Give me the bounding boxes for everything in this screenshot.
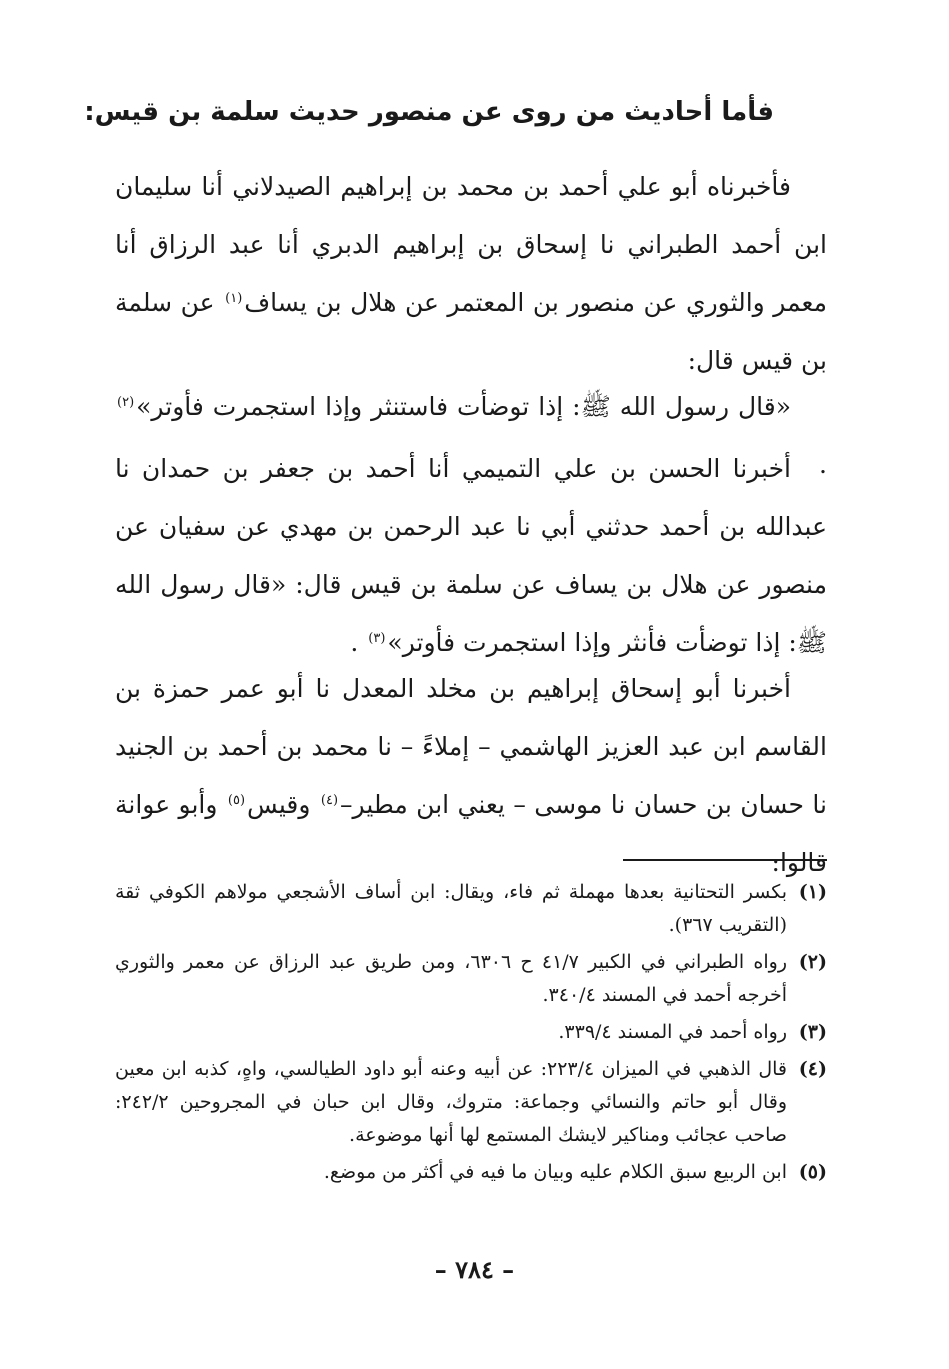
paragraph-3-text: أخبرنا الحسن بن علي التميمي أنا أحمد بن جعفر بن حمدان نا عبدالله بن أحمد حدثني أبي نا عبد الرحمن بن مهدي عن سفيان عن منصور عن هلال بن يساف عن سلمة بن قيس قال: «قال رسول الله ﷺ: إذا توضأت فأنثر وإذا استجمرت فأوتر» [115, 454, 827, 657]
paragraph-2-text: «قال رسول الله ﷺ: إذا توضأت فاستنثر وإذا استجمرت فأوتر» [136, 392, 791, 421]
paragraph-3-tail: . [350, 628, 359, 657]
footnote-text: رواه الطبراني في الكبير ٤١/٧ ح ٦٣٠٦، ومن طريق عبد الرزاق عن معمر والثوري أخرجه أحمد في المسند ٣٤٠/٤. [115, 951, 787, 1006]
footnote-item [115, 1053, 827, 1152]
page-number: – ٧٨٤ – [434, 1255, 515, 1284]
footnote-ref-2[interactable]: (٢) [117, 394, 135, 410]
paragraph-3 [115, 440, 827, 672]
paragraph-4-mid: وقيس [247, 790, 311, 819]
footnote-number: (٢) [798, 951, 827, 973]
paragraph-4-tail: وأبو عوانة قالوا: [115, 790, 827, 877]
footnote-ref-4[interactable]: (٤) [320, 792, 339, 808]
footnotes [115, 876, 827, 1193]
footnote-text: قال الذهبي في الميزان ٢٢٣/٤: عن أبيه وعنه أبو داود الطيالسي، واهٍ، كذبه ابن معين وقال أبو حاتم والنسائي وجماعة: متروك، وقال ابن حبان في المجروحين ٢٤٢/٢: صاحب عجائب ومناكير لايشك المستمع لها أنها موضوعة. [115, 1058, 787, 1146]
footnote-text: ابن الربيع سبق الكلام عليه وبيان ما فيه في أكثر من موضع. [323, 1161, 787, 1183]
paragraph-4 [115, 660, 827, 892]
paragraph-1 [115, 158, 827, 390]
paragraph-2-tail: . [819, 450, 827, 479]
footnote-number: (٤) [798, 1058, 827, 1080]
footnote-separator [623, 859, 827, 861]
footnote-number: (٥) [798, 1161, 827, 1183]
footnote-item [115, 1016, 827, 1049]
paragraph-4-text: أخبرنا أبو إسحاق إبراهيم بن مخلد المعدل نا أبو عمر حمزة بن القاسم ابن عبد العزيز الهاشمي – إملاءً – نا محمد بن أحمد بن الجنيد نا حسان بن حسان نا موسى – يعني ابن مطير– [115, 674, 828, 819]
footnote-text: بكسر التحتانية بعدها مهملة ثم فاء، ويقال: ابن أساف الأشجعي مولاهم الكوفي ثقة (التقريب ٣٦٧). [115, 881, 787, 936]
paragraph-1-text: فأخبرناه أبو علي أحمد بن محمد بن إبراهيم الصيدلاني أنا سليمان ابن أحمد الطبراني نا إسحاق بن إبراهيم الدبري أنا عبد الرزاق أنا معمر والثوري عن منصور بن المعتمر عن هلال بن يساف [115, 172, 827, 317]
footnote-number: (٣) [798, 1021, 827, 1043]
section-heading: فأما أحاديث من روى عن منصور حديث سلمة بن قيس: [84, 97, 774, 127]
footnote-item [115, 1156, 827, 1189]
paragraph-1-tail: عن سلمة بن قيس قال: [115, 288, 827, 375]
footnote-ref-3[interactable]: (٣) [368, 630, 386, 646]
footnote-ref-5[interactable]: (٥) [227, 792, 246, 808]
footnote-item [115, 946, 827, 1012]
footnote-number: (١) [798, 881, 827, 903]
footnote-item [115, 876, 827, 942]
footnote-text: رواه أحمد في المسند ٣٣٩/٤. [558, 1021, 787, 1043]
footnote-ref-1[interactable]: (١) [225, 290, 243, 306]
